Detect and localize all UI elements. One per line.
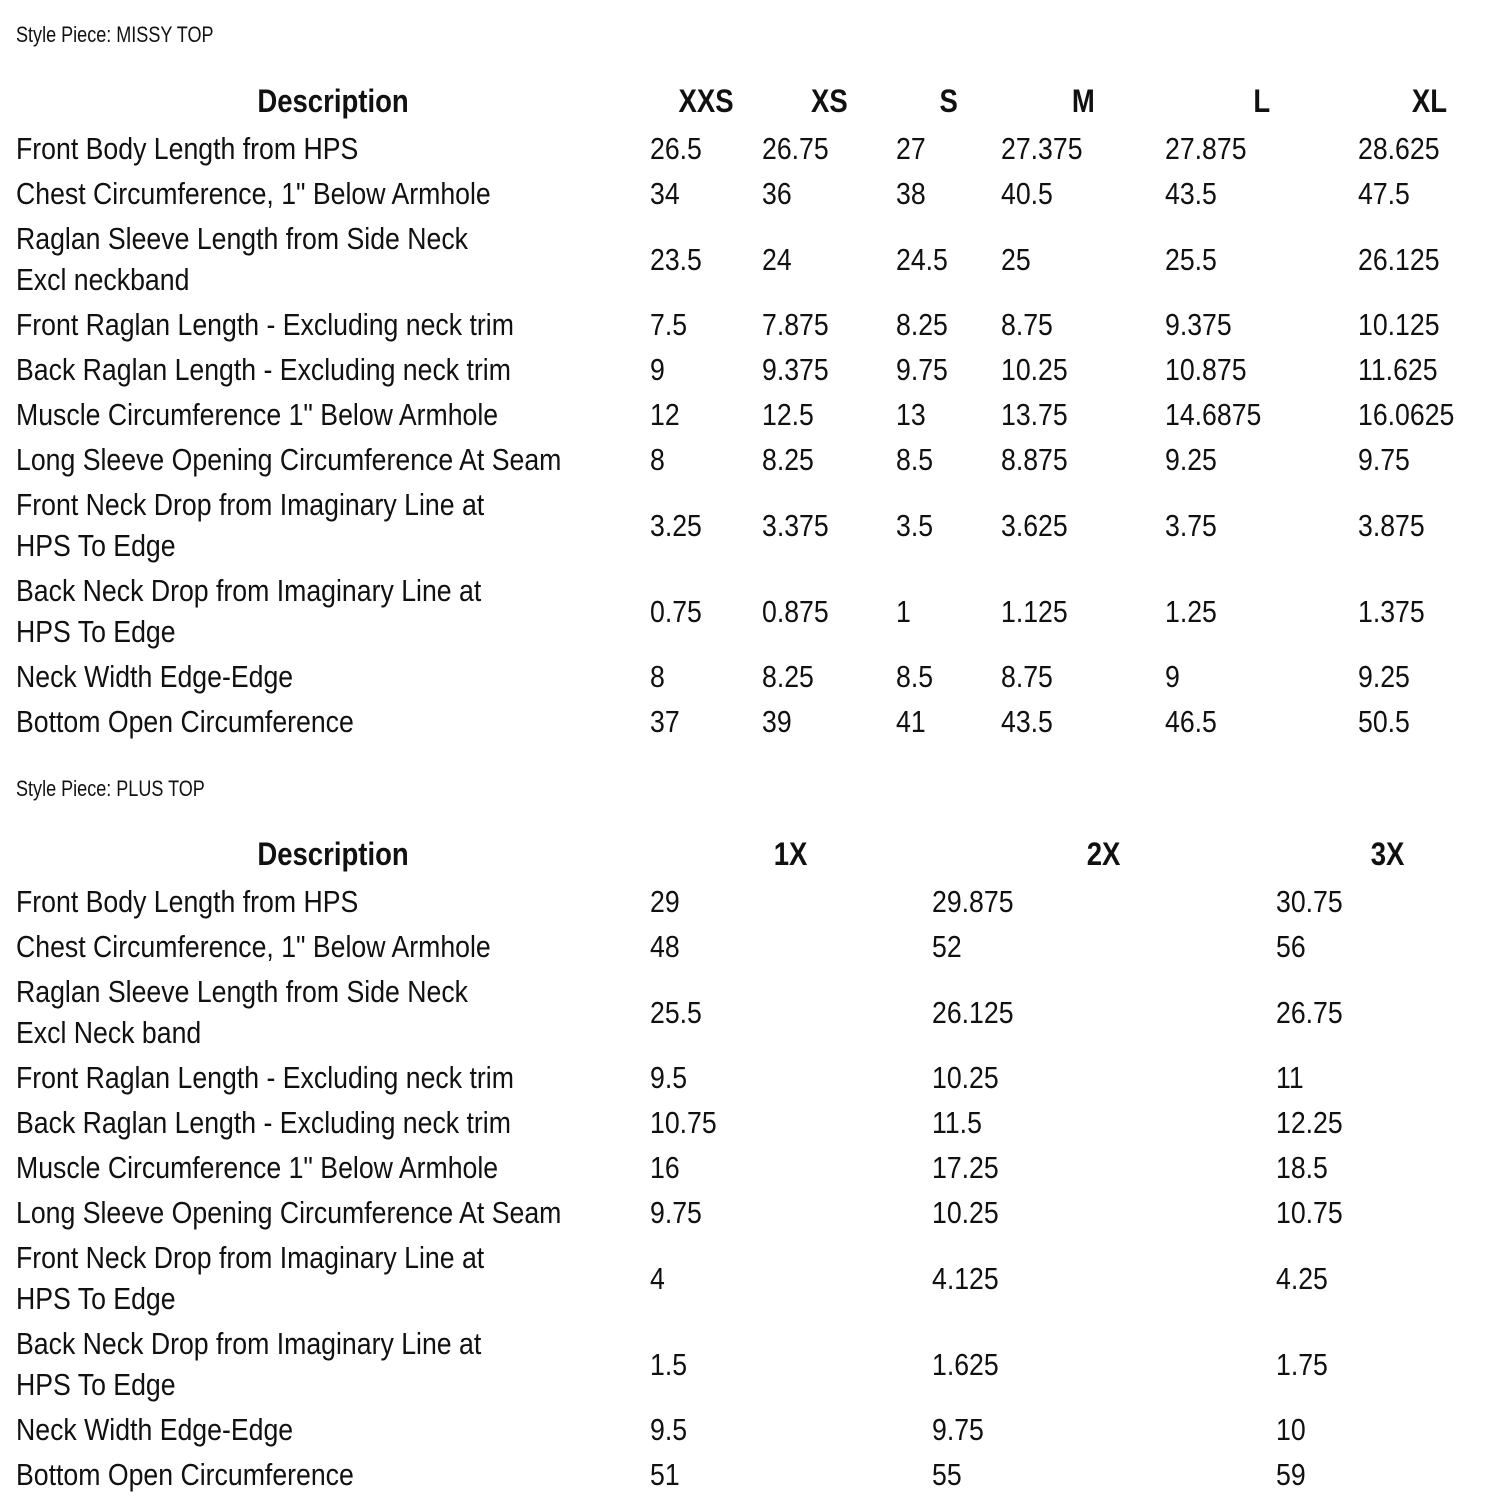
measurement-cell: 14.6875 <box>1165 397 1262 432</box>
measurement-cell: 26.5 <box>650 131 703 166</box>
measurement-cell: 36 <box>761 176 792 211</box>
measurement-cell: 59 <box>1275 1457 1306 1492</box>
measurement-cell: 51 <box>650 1457 680 1492</box>
measurement-cell: 27 <box>895 131 926 166</box>
table-row <box>16 924 1500 969</box>
table-row <box>16 482 1500 568</box>
table-row <box>16 216 1500 302</box>
measurement-cell: 40.5 <box>1001 176 1054 211</box>
measurement-cell: 26.75 <box>1275 994 1343 1030</box>
table-row <box>16 347 1500 392</box>
measurement-cell: 52 <box>931 929 962 964</box>
missy-header-size: M <box>1071 82 1095 119</box>
measurement-cell: 9.75 <box>895 352 948 387</box>
measurement-cell: 29.875 <box>931 884 1014 919</box>
plus-header-size: 1X <box>774 835 808 872</box>
row-description: Long Sleeve Opening Circumference At Seam <box>16 442 562 477</box>
measurement-cell: 26.75 <box>761 131 829 166</box>
measurement-cell: 48 <box>650 929 680 964</box>
measurement-cell: 9.75 <box>1358 442 1411 477</box>
measurement-cell: 4 <box>650 1260 665 1296</box>
measurement-cell: 3.625 <box>1001 507 1069 543</box>
measurement-cell: 24.5 <box>895 241 948 277</box>
measurement-cell: 1 <box>895 593 911 629</box>
row-description: Muscle Circumference 1" Below Armhole <box>16 1150 499 1185</box>
table-row <box>16 1055 1500 1100</box>
measurement-cell: 38 <box>895 176 926 211</box>
measurement-cell: 7.5 <box>650 307 688 342</box>
measurement-cell: 27.875 <box>1165 131 1247 166</box>
measurement-cell: 18.5 <box>1275 1150 1328 1185</box>
measurement-cell: 25.5 <box>650 994 703 1030</box>
measurement-cell: 4.25 <box>1275 1260 1328 1296</box>
measurement-cell: 9.375 <box>1165 307 1232 342</box>
measurement-cell: 29 <box>650 884 680 919</box>
measurement-cell: 3.75 <box>1165 507 1217 543</box>
measurement-cell: 8 <box>650 442 665 477</box>
measurement-cell: 11.625 <box>1358 352 1438 387</box>
measurement-cell: 43.5 <box>1165 176 1217 211</box>
row-description: Back Raglan Length - Excluding neck trim <box>16 352 511 387</box>
missy-style-piece-label: Style Piece: MISSY TOP <box>16 22 214 47</box>
table-row <box>16 1321 1500 1407</box>
measurement-cell: 3.875 <box>1358 507 1425 543</box>
measurement-cell: 9.25 <box>1165 442 1217 477</box>
measurement-cell: 9.375 <box>761 352 829 387</box>
measurement-cell: 3.25 <box>650 507 703 543</box>
measurement-cell: 9.5 <box>650 1060 688 1095</box>
measurement-cell: 1.375 <box>1358 593 1425 629</box>
row-description: Bottom Open Circumference <box>16 704 354 739</box>
measurement-cell: 41 <box>895 704 926 739</box>
measurement-cell: 25 <box>1001 241 1031 277</box>
row-description: Back Raglan Length - Excluding neck trim <box>16 1105 511 1140</box>
measurement-cell: 24 <box>761 241 792 277</box>
row-description: Neck Width Edge-Edge <box>16 659 294 694</box>
measurement-cell: 11 <box>1275 1060 1304 1095</box>
row-description: Front Neck Drop from Imaginary Line at HPS To Edge <box>16 487 485 563</box>
measurement-cell: 1.25 <box>1165 593 1217 629</box>
table-row <box>16 1100 1500 1145</box>
row-description: Long Sleeve Opening Circumference At Seam <box>16 1195 562 1230</box>
measurement-cell: 55 <box>931 1457 962 1492</box>
table-row <box>16 969 1500 1055</box>
measurement-cell: 3.5 <box>895 507 934 543</box>
row-description: Chest Circumference, 1" Below Armhole <box>16 929 491 964</box>
row-description: Bottom Open Circumference <box>16 1457 354 1492</box>
measurement-cell: 47.5 <box>1358 176 1411 211</box>
table-row <box>16 879 1500 924</box>
measurement-cell: 30.75 <box>1275 884 1343 919</box>
measurement-cell: 10 <box>1275 1412 1306 1447</box>
measurement-cell: 28.625 <box>1358 131 1440 166</box>
missy-header-size: XL <box>1411 82 1447 119</box>
table-row <box>16 699 1500 744</box>
row-description: Raglan Sleeve Length from Side Neck Excl neckband <box>16 221 468 297</box>
measurement-cell: 34 <box>650 176 680 211</box>
measurement-cell: 0.875 <box>761 593 829 629</box>
measurement-cell: 9.75 <box>650 1195 703 1230</box>
measurement-cell: 9 <box>1165 659 1180 694</box>
missy-header-size: XS <box>810 82 848 119</box>
measurement-cell: 16 <box>650 1150 680 1185</box>
measurement-cell: 8 <box>650 659 665 694</box>
measurement-cell: 10.875 <box>1165 352 1247 387</box>
missy-header-row <box>16 76 1500 126</box>
missy-header-size: XXS <box>678 82 734 119</box>
table-row <box>16 654 1500 699</box>
measurement-cell: 23.5 <box>650 241 703 277</box>
missy-header-size: S <box>939 82 958 119</box>
measurement-cell: 13.75 <box>1001 397 1069 432</box>
measurement-cell: 12.25 <box>1275 1105 1343 1140</box>
table-row <box>16 437 1500 482</box>
measurement-cell: 50.5 <box>1358 704 1411 739</box>
measurement-cell: 8.75 <box>1001 659 1054 694</box>
row-description: Back Neck Drop from Imaginary Line at HPS To Edge <box>16 1326 482 1402</box>
row-description: Front Raglan Length - Excluding neck trim <box>16 307 514 342</box>
measurement-cell: 27.375 <box>1001 131 1083 166</box>
measurement-cell: 1.75 <box>1275 1346 1328 1382</box>
measurement-cell: 9.75 <box>931 1412 984 1447</box>
missy-table-body <box>16 126 1500 744</box>
measurement-cell: 10.75 <box>650 1105 717 1140</box>
table-row <box>16 568 1500 654</box>
measurement-cell: 9.5 <box>650 1412 688 1447</box>
measurement-cell: 56 <box>1275 929 1306 964</box>
measurement-cell: 25.5 <box>1165 241 1217 277</box>
measurement-cell: 39 <box>761 704 792 739</box>
measurement-cell: 10.125 <box>1358 307 1440 342</box>
table-row <box>16 302 1500 347</box>
row-description: Raglan Sleeve Length from Side Neck Excl Neck band <box>16 974 468 1050</box>
row-description: Front Body Length from HPS <box>16 884 359 919</box>
measurement-cell: 1.125 <box>1001 593 1069 629</box>
measurement-cell: 17.25 <box>931 1150 999 1185</box>
measurement-cell: 37 <box>650 704 680 739</box>
measurement-cell: 26.125 <box>1358 241 1440 277</box>
plus-table-body <box>16 879 1500 1497</box>
plus-header-description: Description <box>257 835 409 872</box>
measurement-cell: 0.75 <box>650 593 703 629</box>
measurement-cell: 8.5 <box>895 659 934 694</box>
measurement-cell: 3.375 <box>761 507 829 543</box>
table-row <box>16 171 1500 216</box>
plus-style-piece-label: Style Piece: PLUS TOP <box>16 776 205 801</box>
measurement-cell: 8.75 <box>1001 307 1054 342</box>
row-description: Neck Width Edge-Edge <box>16 1412 294 1447</box>
measurement-cell: 8.25 <box>761 442 814 477</box>
table-row <box>16 1145 1500 1190</box>
measurement-cell: 8.25 <box>895 307 948 342</box>
measurement-cell: 10.25 <box>931 1060 999 1095</box>
missy-header-size: L <box>1253 82 1271 119</box>
measurement-cell: 10.75 <box>1275 1195 1343 1230</box>
measurement-cell: 11.5 <box>931 1105 982 1140</box>
measurement-cell: 10.25 <box>931 1195 999 1230</box>
row-description: Front Raglan Length - Excluding neck trim <box>16 1060 514 1095</box>
measurement-cell: 46.5 <box>1165 704 1217 739</box>
measurement-cell: 4.125 <box>931 1260 999 1296</box>
measurement-cell: 1.625 <box>931 1346 999 1382</box>
measurement-cell: 12.5 <box>761 397 814 432</box>
measurement-cell: 7.875 <box>761 307 829 342</box>
measurement-cell: 8.875 <box>1001 442 1069 477</box>
table-row <box>16 126 1500 171</box>
plus-header-size: 3X <box>1370 835 1405 872</box>
measurement-cell: 10.25 <box>1001 352 1069 387</box>
row-description: Front Neck Drop from Imaginary Line at HPS To Edge <box>16 1240 485 1316</box>
measurement-cell: 8.25 <box>761 659 814 694</box>
measurement-cell: 9 <box>650 352 665 387</box>
row-description: Chest Circumference, 1" Below Armhole <box>16 176 491 211</box>
measurement-cell: 13 <box>895 397 926 432</box>
measurement-cell: 43.5 <box>1001 704 1054 739</box>
measurement-cell: 12 <box>650 397 680 432</box>
missy-spec-table <box>16 76 1500 744</box>
row-description: Front Body Length from HPS <box>16 131 359 166</box>
table-row <box>16 1235 1500 1321</box>
measurement-cell: 1.5 <box>650 1346 688 1382</box>
table-row <box>16 392 1500 437</box>
measurement-cell: 9.25 <box>1358 659 1411 694</box>
missy-header-description: Description <box>257 82 409 119</box>
measurement-cell: 8.5 <box>895 442 934 477</box>
plus-header-row <box>16 829 1500 879</box>
measurement-cell: 26.125 <box>931 994 1014 1030</box>
row-description: Back Neck Drop from Imaginary Line at HPS To Edge <box>16 573 482 649</box>
table-row <box>16 1452 1500 1497</box>
measurement-cell: 16.0625 <box>1358 397 1455 432</box>
row-description: Muscle Circumference 1" Below Armhole <box>16 397 499 432</box>
table-row <box>16 1407 1500 1452</box>
plus-spec-table <box>16 829 1500 1497</box>
plus-header-size: 2X <box>1086 835 1121 872</box>
table-row <box>16 1190 1500 1235</box>
